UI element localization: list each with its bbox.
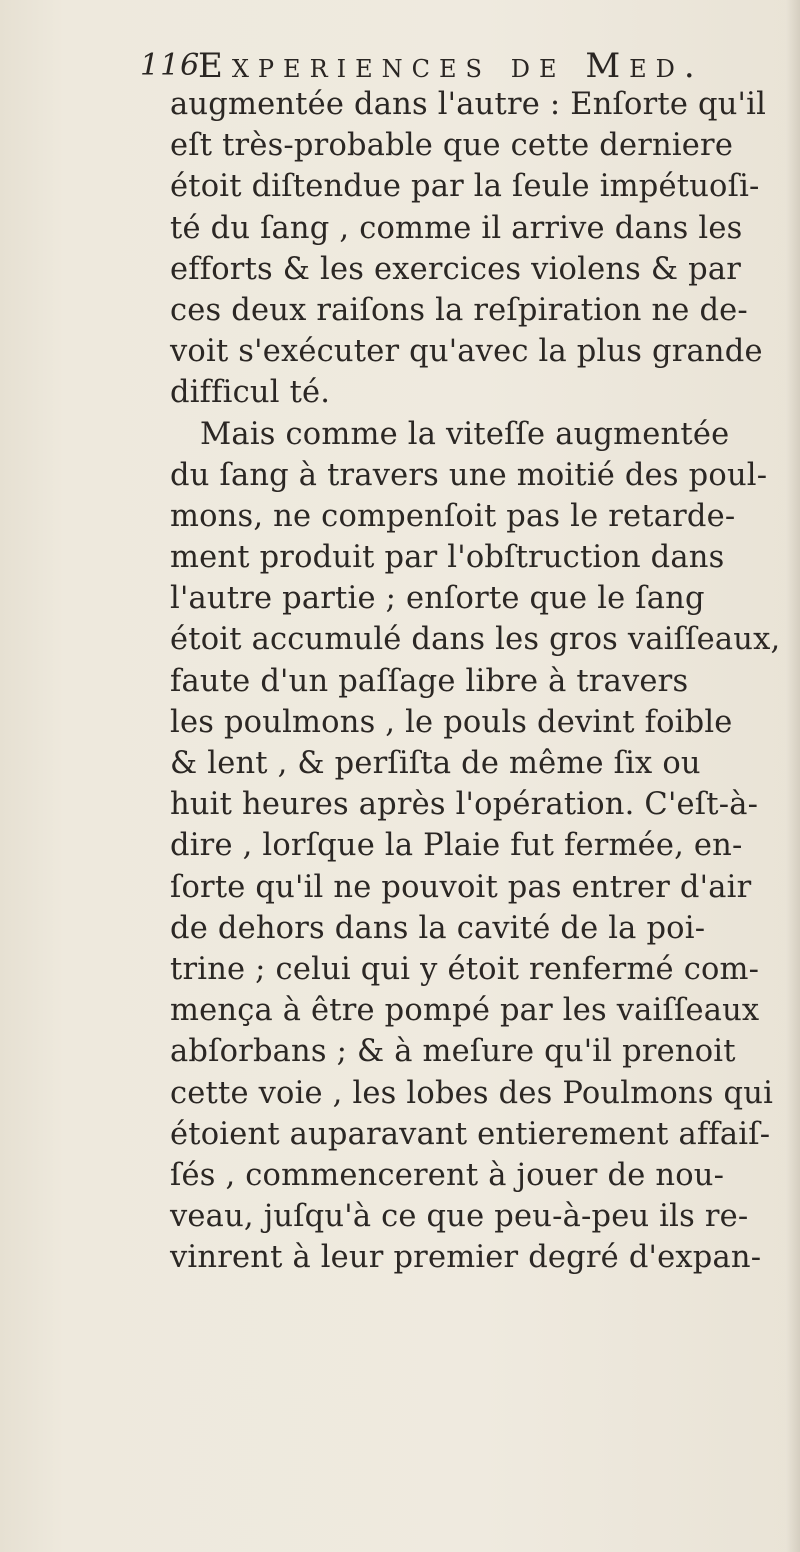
- page-number: 116: [140, 48, 201, 83]
- text-line: ment produit par l'obſtruction dans: [170, 540, 725, 576]
- text-line: faute d'un paſſage libre à travers: [170, 663, 689, 699]
- text-line: augmentée dans l'autre : Enſorte qu'il: [170, 87, 767, 122]
- text-line: ces deux raiſons la reſpiration ne de-: [170, 292, 748, 328]
- text-line: mença à être pompé par les vaiſſeaux: [170, 993, 760, 1029]
- text-line: trine ; celui qui y étoit renfermé com-: [170, 951, 760, 987]
- text-line: l'autre partie ; enſorte que le ſang: [170, 581, 705, 617]
- body-text: [170, 84, 790, 1278]
- text-line: étoit diſtendue par la ſeule impétuoſi-: [170, 169, 760, 205]
- text-line: huit heures après l'opération. C'eſt-à-: [170, 787, 759, 823]
- text-line: cette voie , les lobes des Poulmons qui: [170, 1075, 774, 1111]
- text-line: de dehors dans la cavité de la poi-: [170, 910, 706, 946]
- text-line: étoient auparavant entierement affaiſ-: [170, 1116, 771, 1152]
- text-line: les poulmons , le pouls devint foible: [170, 704, 733, 740]
- text-line: veau, juſqu'à ce que peu-à-peu ils re-: [170, 1199, 749, 1235]
- running-title: Experiences de Med.: [198, 46, 704, 86]
- text-line: té du ſang , comme il arrive dans les: [170, 210, 743, 246]
- text-line: mons, ne compenſoit pas le retarde-: [170, 498, 736, 534]
- text-line: difficul té.: [170, 375, 331, 411]
- text-line: voit s'exécuter qu'avec la plus grande: [170, 334, 763, 370]
- text-line: eſt très-probable que cette derniere: [170, 128, 734, 164]
- text-line: dire , lorſque la Plaie fut fermée, en-: [170, 828, 743, 864]
- text-line: & lent , & perſiſta de même ſix ou: [170, 746, 701, 781]
- text-line: efforts & les exercices violens & par: [170, 251, 742, 287]
- text-line: abſorbans ; & à meſure qu'il prenoit: [170, 1034, 736, 1070]
- text-line: étoit accumulé dans les gros vaiſſeaux,: [170, 622, 781, 658]
- text-line: ſorte qu'il ne pouvoit pas entrer d'air: [170, 869, 752, 905]
- text-line: du ſang à travers une moitié des poul-: [170, 457, 768, 493]
- text-line: ſés , commencerent à jouer de nou-: [170, 1157, 725, 1193]
- text-line: vinrent à leur premier degré d'expan-: [170, 1240, 762, 1276]
- paragraph-start-line: Mais comme la viteſſe augmentée: [200, 416, 730, 452]
